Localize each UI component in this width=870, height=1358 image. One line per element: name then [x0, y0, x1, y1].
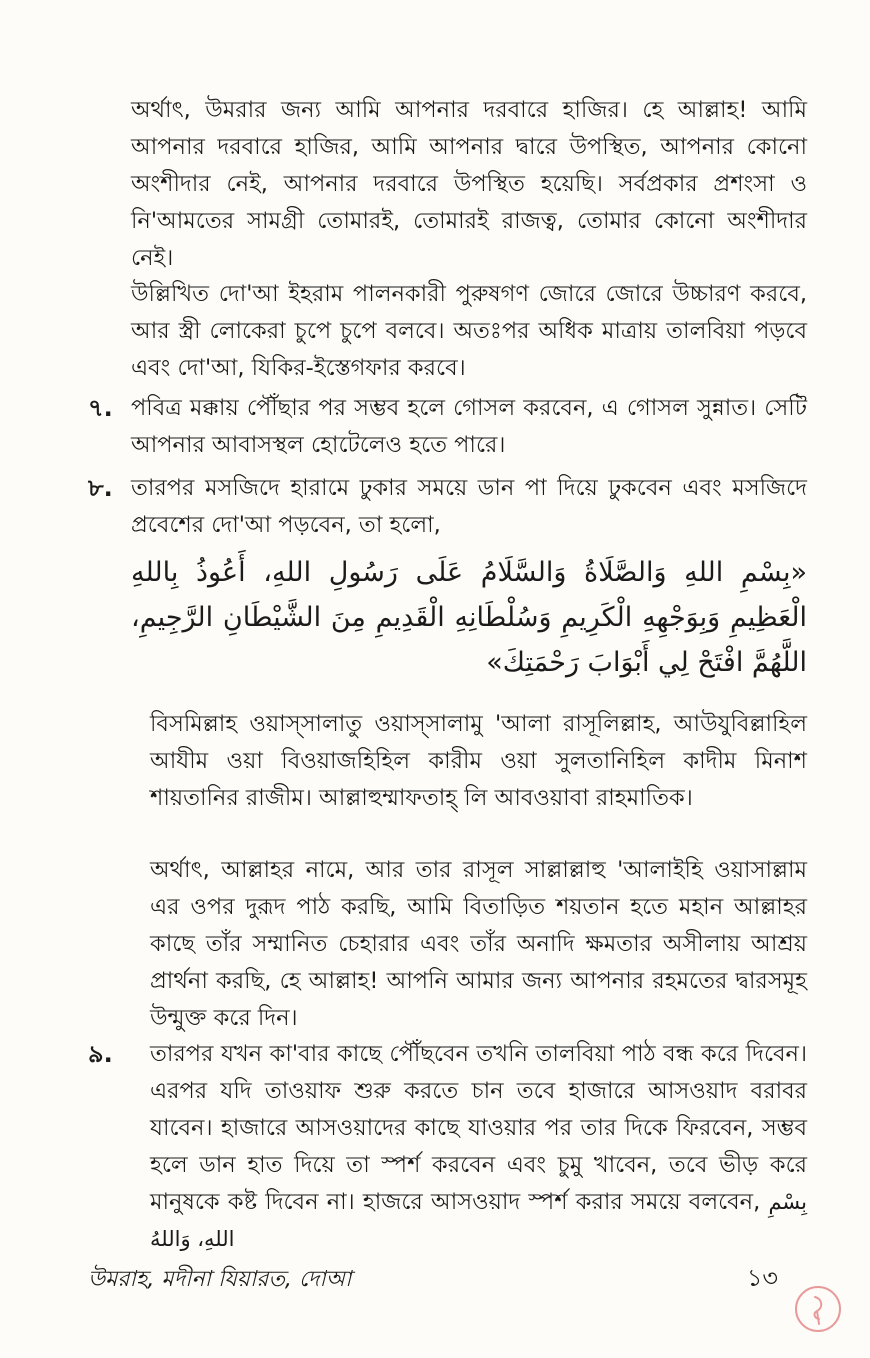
talbiya-instruction-paragraph: উল্লিখিত দো'আ ইহরাম পালনকারী পুরুষগণ জোরে জোরে উচ্চারণ করবে, আর স্ত্রী লোকেরা চুপে চুপে বলবে। অতঃপর অধিক মাত্রায় তালবিয়া পড়বে এবং দো'আ, যিকির-ইস্তেগফার করবে। [131, 281, 807, 381]
item-9-inline-arabic: بِسْمِ اللهِ، وَاللهُ [150, 1190, 808, 1251]
footer-book-title: উমরাহ, মদীনা যিয়ারত, দোআ [88, 1267, 352, 1292]
talbiya-meaning-paragraph: অর্থাৎ, উমরার জন্য আমি আপনার দরবারে হাজির। হে আল্লাহ! আমি আপনার দরবারে হাজির, আমি আপনার দ্বারে উপস্থিত, আপনার কোনো অংশীদার নেই, আপনার দরবারে উপস্থিত হয়েছি। সর্বপ্রকার প্রশংসা ও নি'আমতের সামগ্রী তোমারই, তোমারই রাজত্ব, তোমার কোনো অংশীদার নেই। [131, 97, 807, 271]
item-9-text [150, 1036, 807, 1258]
item-7-text: পবিত্র মক্কায় পৌঁছার পর সম্ভব হলে গোসল করবেন, এ গোসল সুন্নাত। সেটি আপনার আবাসস্থল হোটেলেও হতে পারে। [131, 395, 807, 458]
publisher-stamp-icon [793, 1284, 843, 1334]
footer-page-number: ১৩ [746, 1264, 778, 1292]
dua-meaning: অর্থাৎ, আল্লাহর নামে, আর তার রাসূল সাল্লাল্লাহু 'আলাইহি ওয়াসাল্লাম এর ওপর দুরূদ পাঠ করছি, আমি বিতাড়িত শয়তান হতে মহান আল্লাহর কাছে তাঁর সম্মানিত চেহারার এবং তাঁর অনাদি ক্ষমতার অসীলায় আশ্রয় প্রার্থনা করছি, হে আল্লাহ! আপনি আমার জন্য আপনার রহমতের দ্বারসমূহ উন্মুক্ত করে দিন। [150, 857, 807, 1031]
item-7-number: ৭. [88, 394, 113, 422]
item-9-text-body: তারপর যখন কা'বার কাছে পৌঁছবেন তখনি তালবিয়া পাঠ বন্ধ করে দিবেন। এরপর যদি তাওয়াফ শুরু করতে চান তবে হাজারে আসওয়াদ বরাবর যাবেন। হাজারে আসওয়াদের কাছে যাওয়ার পর তার দিকে ফিরবেন, সম্ভব হলে ডান হাত দিয়ে তা স্পর্শ করবেন এবং চুমু খাবেন, তবে ভীড় করে মানুষকে কষ্ট দিবেন না। হাজরে আসওয়াদ স্পর্শ করার সময়ে বলবেন, [150, 1041, 807, 1215]
item-8-number: ৮. [88, 474, 113, 502]
item-8-text: তারপর মসজিদে হারামে ঢুকার সময়ে ডান পা দিয়ে ঢুকবেন এবং মসজিদে প্রবেশের দো'আ পড়বেন, তা হলো, [131, 475, 807, 538]
mosque-entry-arabic-dua: «بِسْمِ اللهِ وَالصَّلَاةُ وَالسَّلَامُ عَلَى رَسُولِ اللهِ، أَعُوذُ بِاللهِ الْعَظِيمِ وَبِوَجْهِهِ الْكَرِيمِ وَسُلْطَانِهِ الْقَدِيمِ مِنَ الشَّيْطَانِ الرَّجِيمِ، اللَّهُمَّ افْتَحْ لِي أَبْوَابَ رَحْمَتِكَ» [131, 557, 807, 678]
item-9-number: ৯. [88, 1040, 113, 1068]
dua-transliteration: বিসমিল্লাহ ওয়াস্সালাতু ওয়াস্সালামু 'আলা রাসূলিল্লাহ, আউযুবিল্লাহিল আযীম ওয়া বিওয়াজহিহিল কারীম ওয়া সুলতানিহিল কাদীম মিনাশ শায়তানির রাজীম। আল্লাহুম্মাফতাহ্ লি আবওয়াবা রাহমাতিক। [150, 711, 807, 811]
